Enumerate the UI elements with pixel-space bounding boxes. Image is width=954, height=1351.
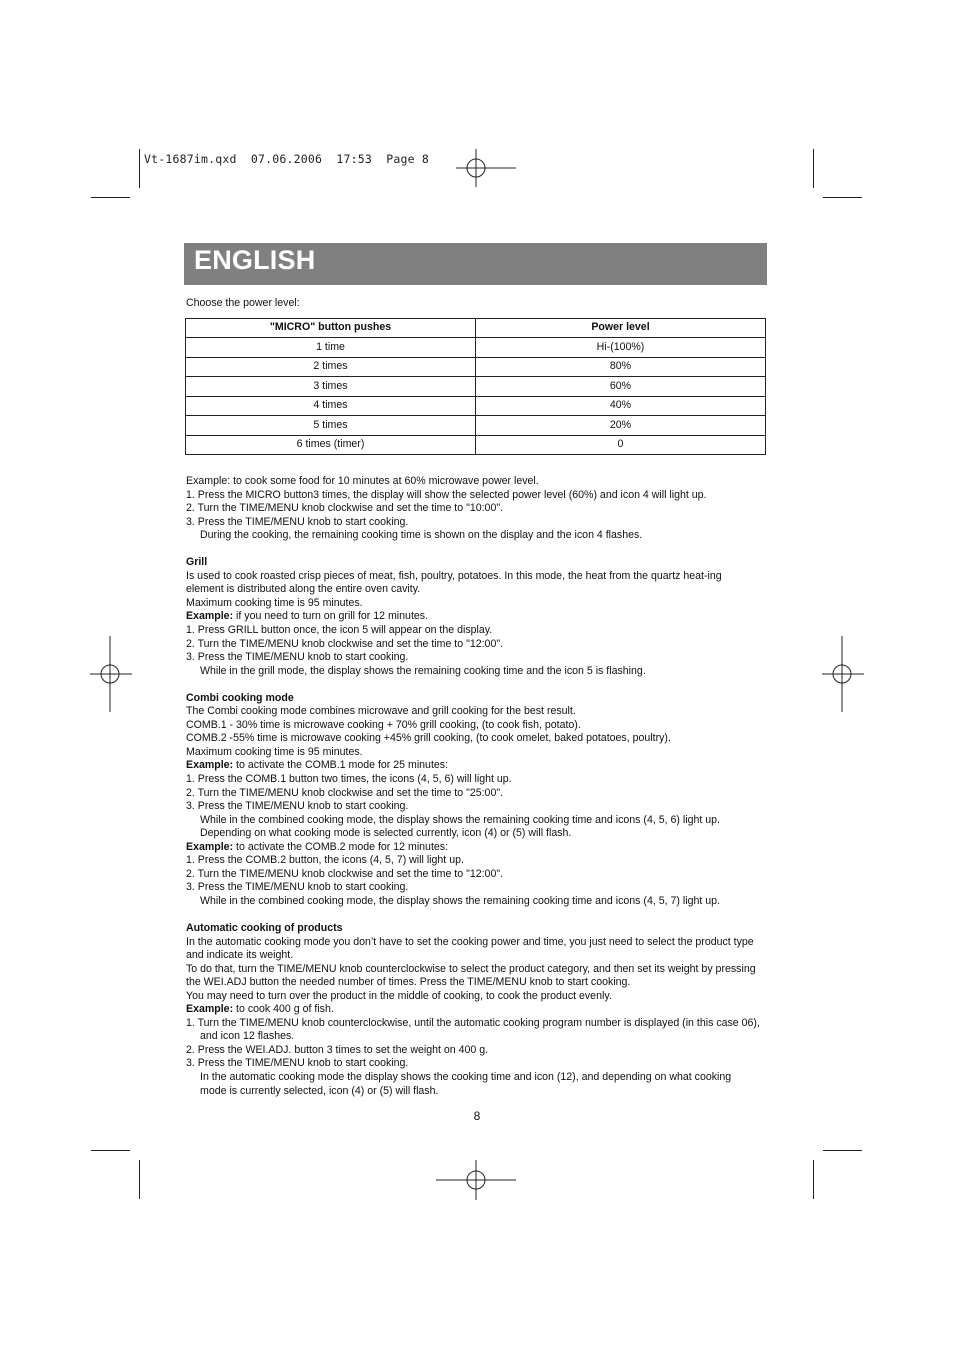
page-number: 8	[473, 1109, 481, 1123]
crop-mark-top-right-h	[823, 197, 862, 198]
example-label: Example:	[186, 840, 234, 853]
grill-note: While in the grill mode, the display shows the remaining cooking time and the icon 5 is flashing.	[200, 664, 646, 677]
registration-mark-top	[456, 149, 516, 189]
list-item: 1. Press the MICRO button3 times, the display will show the selected power level (60%) and icon 4 will light up.	[186, 488, 707, 501]
auto-line: To do that, turn the TIME/MENU knob counterclockwise to select the product category, and then set its weight by pressing the WEI.ADJ button the needed number of times. Press the TIME/MENU knob to start cooking.	[186, 962, 756, 989]
spacer	[186, 678, 768, 692]
spacer	[186, 908, 768, 922]
combi-line: Maximum cooking time is 95 minutes.	[186, 745, 363, 758]
list-item: 1. Press the COMB.2 button, the icons (4, 5, 7) will light up.	[186, 854, 464, 867]
example-label: Example:	[186, 759, 234, 772]
micro-example-note: During the cooking, the remaining cooking time is shown on the display and the icon 4 flashes.	[200, 529, 643, 542]
combi-heading: Combi cooking mode	[186, 691, 294, 704]
registration-mark-right	[822, 636, 864, 712]
example-text: to activate the COMB.2 mode for 12 minutes:	[233, 840, 449, 853]
micro-example-intro: Example: to cook some food for 10 minutes at 60% microwave power level.	[186, 475, 539, 488]
registration-mark-bottom	[436, 1160, 516, 1200]
table-cell: 80%	[476, 357, 766, 377]
registration-mark-left	[90, 636, 132, 712]
crop-mark-bottom-right-h	[823, 1150, 862, 1151]
print-slug: Vt-1687im.qxd 07.06.2006 17:53 Page 8	[144, 152, 429, 166]
auto-line: In the automatic cooking mode you don’t have to set the cooking power and time, you just need to select the product type and indicate its weight.	[186, 935, 754, 962]
crop-mark-bottom-right-v	[813, 1160, 814, 1199]
list-item: 2. Press the WEI.ADJ. button 3 times to set the weight on 400 g.	[186, 1043, 489, 1056]
grill-description: Is used to cook roasted crisp pieces of meat, fish, poultry, potatoes. In this mode, the heat from the quartz heat-ing element is distributed along the entire oven cavity.	[186, 569, 722, 596]
list-item: 2. Turn the TIME/MENU knob clockwise and set the time to "12:00".	[186, 637, 504, 650]
list-item: 3. Press the TIME/MENU knob to start cooking.	[186, 515, 409, 528]
list-item: 3. Press the TIME/MENU knob to start cooking.	[186, 881, 409, 894]
table-cell: 1 time	[186, 338, 476, 358]
table-row	[186, 338, 766, 358]
table-header-row	[186, 318, 766, 338]
crop-mark-bottom-left-h	[91, 1150, 130, 1151]
table-row	[186, 357, 766, 377]
table-cell: 0	[476, 435, 766, 455]
list-item: 1. Turn the TIME/MENU knob counterclockwise, until the automatic cooking program number is displayed (in this case 06), and icon 12 flashes.	[186, 1016, 760, 1043]
grill-heading: Grill	[186, 556, 208, 569]
combi-note-1: While in the combined cooking mode, the display shows the remaining cooking time and icons (4, 5, 6) light up. Depending on what cooking mode is selected currently, icon (4) or (5) will flash.	[200, 813, 720, 840]
page-title: ENGLISH	[194, 245, 316, 275]
table-row	[186, 396, 766, 416]
auto-line: You may need to turn over the product in the middle of cooking, to cook the product evenly.	[186, 989, 612, 1002]
table-cell: 4 times	[186, 396, 476, 416]
spacer	[186, 455, 768, 475]
table-cell: 3 times	[186, 377, 476, 397]
crop-mark-top-left-h	[91, 197, 130, 198]
list-item: 2. Turn the TIME/MENU knob clockwise and set the time to "25:00".	[186, 786, 504, 799]
table-header: Power level	[476, 318, 766, 338]
example-text: to cook 400 g of fish.	[233, 1003, 334, 1016]
combi-line: COMB.2 -55% time is microwave cooking +45% grill cooking, (to cook omelet, baked potatoes, poultry).	[186, 732, 671, 745]
power-level-table	[185, 318, 766, 456]
combi-example-2	[186, 841, 768, 855]
table-cell: 5 times	[186, 416, 476, 436]
auto-example	[186, 1003, 768, 1017]
crop-mark-bottom-left-v	[139, 1160, 140, 1199]
auto-note: In the automatic cooking mode the display shows the cooking time and icon (12), and depending on what cooking mode is currently selected, icon (4) or (5) will flash.	[200, 1070, 732, 1097]
list-item: 3. Press the TIME/MENU knob to start cooking.	[186, 800, 409, 813]
list-item: 3. Press the TIME/MENU knob to start cooking.	[186, 651, 409, 664]
example-text: to activate the COMB.1 mode for 25 minutes:	[233, 759, 449, 772]
section-banner	[184, 243, 767, 285]
table-header: "MICRO" button pushes	[186, 318, 476, 338]
list-item: 3. Press the TIME/MENU knob to start cooking.	[186, 1057, 409, 1070]
table-cell: 40%	[476, 396, 766, 416]
table-cell: Hi-(100%)	[476, 338, 766, 358]
table-row	[186, 435, 766, 455]
combi-line: COMB.1 - 30% time is microwave cooking + 70% grill cooking, (to cook fish, potato).	[186, 718, 581, 731]
list-item: 1. Press GRILL button once, the icon 5 will appear on the display.	[186, 624, 493, 637]
table-cell: 60%	[476, 377, 766, 397]
crop-mark-top-left-v	[139, 149, 140, 188]
list-item: 2. Turn the TIME/MENU knob clockwise and set the time to "12:00".	[186, 867, 504, 880]
list-item: 2. Turn the TIME/MENU knob clockwise and set the time to "10:00".	[186, 502, 504, 515]
page-content	[186, 297, 768, 1098]
example-label: Example:	[186, 610, 234, 623]
combi-line: The Combi cooking mode combines microwave and grill cooking for the best result.	[186, 705, 576, 718]
table-row	[186, 377, 766, 397]
combi-note-2: While in the combined cooking mode, the display shows the remaining cooking time and icons (4, 5, 7) light up.	[200, 894, 720, 907]
table-row	[186, 416, 766, 436]
grill-example	[186, 610, 768, 624]
example-text: if you need to turn on grill for 12 minutes.	[233, 610, 429, 623]
list-item: 1. Press the COMB.1 button two times, the icons (4, 5, 6) will light up.	[186, 772, 512, 785]
auto-heading: Automatic cooking of products	[186, 921, 343, 934]
power-intro: Choose the power level:	[186, 297, 300, 309]
grill-max-time: Maximum cooking time is 95 minutes.	[186, 596, 363, 609]
example-label: Example:	[186, 1003, 234, 1016]
spacer	[186, 543, 768, 557]
table-cell: 6 times (timer)	[186, 435, 476, 455]
table-cell: 2 times	[186, 357, 476, 377]
crop-mark-top-right-v	[813, 149, 814, 188]
table-cell: 20%	[476, 416, 766, 436]
combi-example-1	[186, 759, 768, 773]
